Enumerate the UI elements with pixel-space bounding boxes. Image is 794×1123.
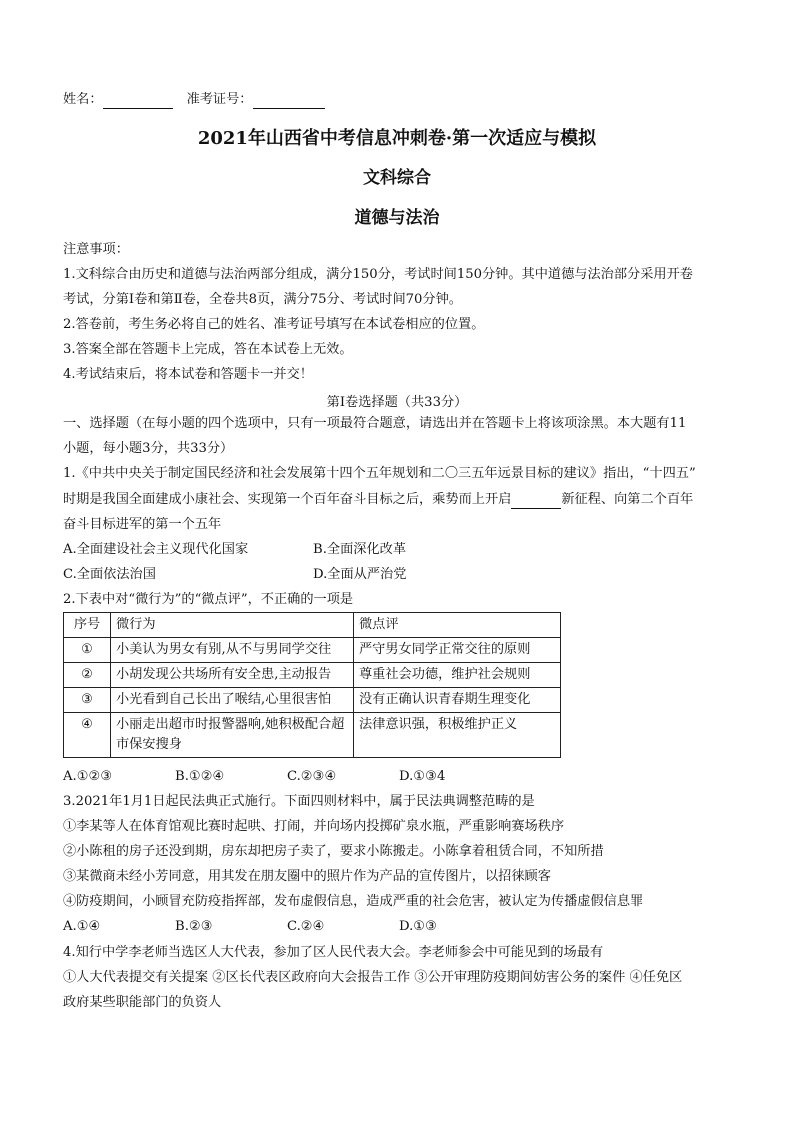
table-row [64,638,561,663]
q2-stem: 2.下表中对“微行为”的“微点评”，不正确的一项是 [63,592,354,607]
notes-heading: 注意事项： [63,242,129,257]
exam-title: 2021年山西省中考信息冲刺卷·第一次适应与模拟 [197,128,597,149]
exam-number-blank[interactable] [253,94,325,109]
row-behavior: 小光看到自己长出了喉结,心里很害怕 [111,688,354,713]
table-row [64,713,561,758]
q1-option-a[interactable]: A.全面建设社会主义现代化国家 [63,542,249,557]
row-comment: 没有正确认识青春期生理变化 [354,688,561,713]
q3-option-c[interactable]: C.②④ [287,919,325,934]
row-behavior: 小胡发现公共场所有安全患,主动报告 [111,663,354,688]
row-number: ① [64,638,111,663]
q2-option-b[interactable]: B.①②④ [175,769,225,784]
note-2: 2.答卷前，考生务必将自己的姓名、准考证号填写在本试卷相应的位置。 [63,317,485,332]
row-behavior: 小美认为男女有别,从不与男同学交往 [111,638,354,663]
q1-option-c[interactable]: C.全面依法治国 [63,567,156,582]
q2-table [63,612,561,758]
row-number: ② [64,663,111,688]
section-subtitle: 道德与法治 [354,208,440,228]
table-header-comment: 微点评 [354,613,561,638]
q1-stem-c: 奋斗目标进军的第一个五年 [63,517,222,532]
table-header-no: 序号 [64,613,111,638]
q1-answer-blank [511,494,561,509]
part-one-heading: 第Ⅰ卷选择题（共33分） [326,395,468,410]
q1-stem-a: 1.《中共中央关于制定国民经济和社会发展第十四个五年规划和二〇三五年远景目标的建议》指出，“十四五” [63,466,696,481]
note-4: 4.考试结束后，将本试卷和答题卡一并交！ [63,367,313,382]
q1-stem-b-pre: 时期是我国全面建成小康社会、实现第一个百年奋斗目标之后，乘势而上开启 [63,492,512,507]
subject-title: 文科综合 [363,168,431,188]
q4-options-a: ①人大代表提交有关提案 ②区长代表区政府向大会报告工作 ③公开审理防疫期间妨害公务的案件 ④任免区 [63,970,683,985]
table-header-row [64,613,561,638]
table-header-behavior: 微行为 [111,613,354,638]
exam-number-label: 准考证号： [186,92,253,107]
q3-option-d[interactable]: D.①③ [399,919,437,934]
row-comment: 法律意识强，积极维护正义 [354,713,561,758]
note-3: 3.答案全部在答题卡上完成，答在本试卷上无效。 [63,342,353,357]
section-intro-a: 一、选择题（在每小题的四个选项中，只有一项最符合题意，请选出并在答题卡上将该项涂黑。本大题有11 [63,416,687,431]
row-comment: 严守男女同学正常交往的原则 [354,638,561,663]
row-behavior: 小丽走出超市时报警器响,她积极配合超市保安搜身 [111,713,354,758]
table-row [64,663,561,688]
q1-option-b[interactable]: B.全面深化改革 [313,542,407,557]
q1-stem-b [63,491,693,509]
q3-material-1: ①李某等人在体育馆观比赛时起哄、打闹，并向场内投掷矿泉水瓶，严重影响赛场秩序 [63,819,565,834]
note-1a: 1.文科综合由历史和道德与法治两部分组成，满分150分，考试时间150分钟。其中道德与法治部分采用开卷 [63,267,693,282]
candidate-info-row [63,91,325,109]
row-number: ④ [64,713,111,758]
q3-option-b[interactable]: B.②③ [175,919,213,934]
q4-stem: 4.知行中学李老师当选区人大代表，参加了区人民代表大会。李老师参会中可能见到的场最有 [63,945,604,960]
row-comment: 尊重社会功德，维护社会规则 [354,663,561,688]
q2-option-d[interactable]: D.①③4 [399,769,446,784]
q1-option-d[interactable]: D.全面从严治党 [313,567,407,582]
row-number: ③ [64,688,111,713]
q3-option-a[interactable]: A.①④ [63,919,101,934]
section-intro-b: 小题，每小题3分，共33分） [63,441,234,456]
note-1b: 考试，分第Ⅰ卷和第Ⅱ卷，全卷共8页，满分75分、考试时间70分钟。 [63,292,462,307]
q3-stem: 3.2021年1月1日起民法典正式施行。下面四则材料中，属于民法典调整范畴的是 [63,794,535,809]
q2-option-c[interactable]: C.②③④ [287,769,337,784]
q3-material-3: ③某微商未经小芳同意，用其发在朋友圈中的照片作为产品的宣传图片，以招徕顾客 [63,869,551,884]
q3-material-2: ②小陈租的房子还没到期，房东却把房子卖了，要求小陈搬走。小陈拿着租赁合同，不知所措 [63,844,604,859]
name-blank[interactable] [103,94,173,109]
q3-material-4: ④防疫期间，小顾冒充防疫指挥部，发布虚假信息，造成严重的社会危害，被认定为传播虚假信息罪 [63,894,644,909]
q2-option-a[interactable]: A.①②③ [63,769,113,784]
q1-stem-b-post: 新征程、向第二个百年 [561,492,694,507]
table-row [64,688,561,713]
name-label: 姓名： [63,92,103,107]
q4-options-b: 政府某些职能部门的负资人 [63,995,222,1010]
